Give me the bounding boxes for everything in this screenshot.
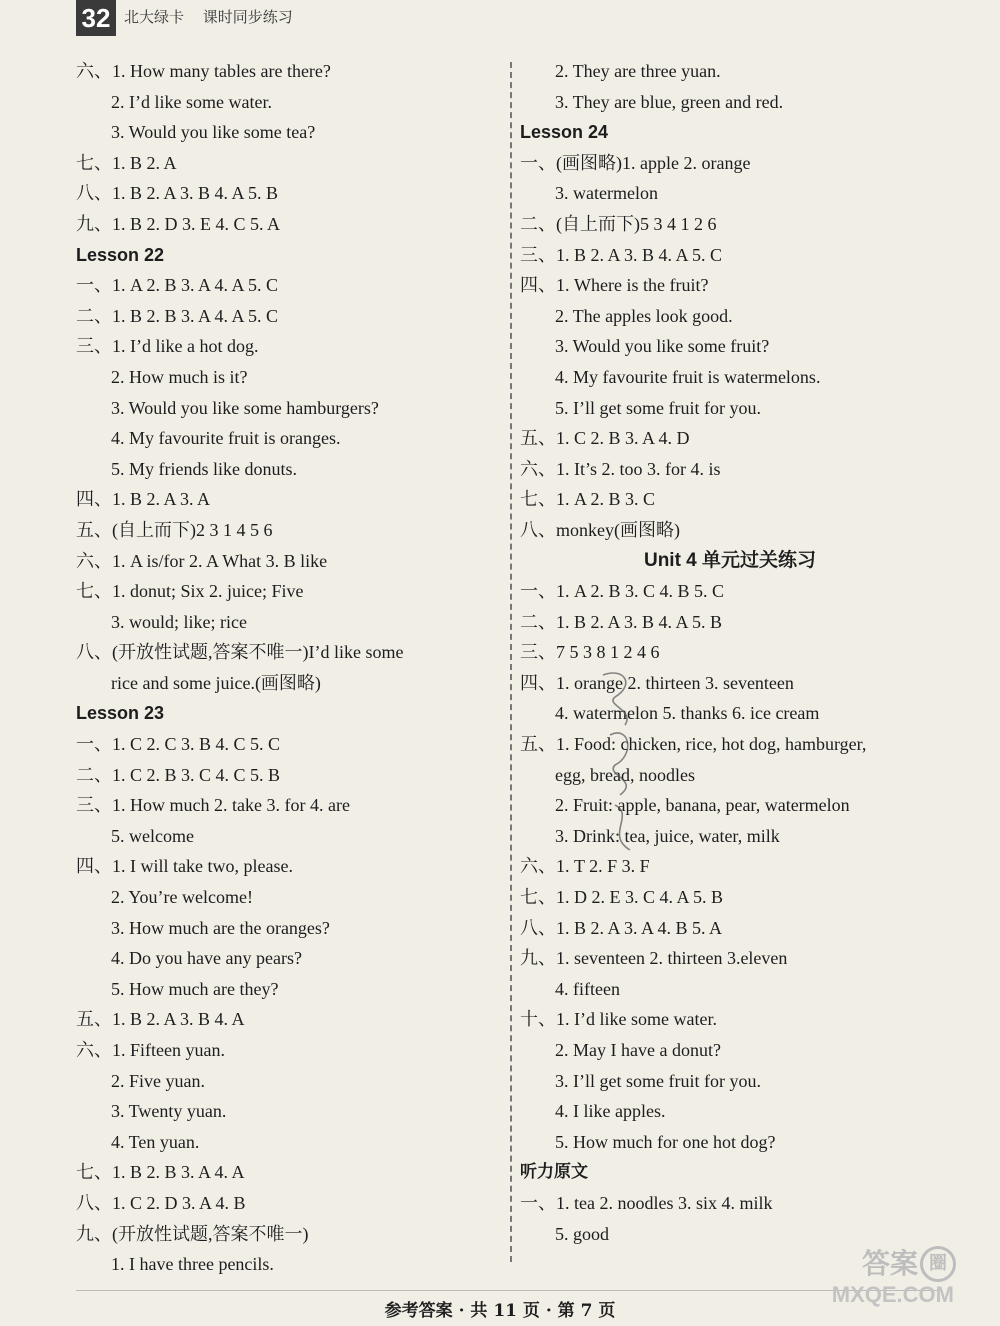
footer-rule	[76, 1290, 940, 1291]
answer-line: 3. I’ll get some fruit for you.	[555, 1070, 761, 1091]
series-title	[124, 6, 307, 27]
answer-line: 3. Would you like some tea?	[111, 122, 316, 143]
answer-line: 八、monkey(画图略)	[520, 519, 680, 540]
answer-line: 二、(自上而下)5 3 4 1 2 6	[520, 213, 717, 234]
answer-line: 5. My friends like donuts.	[111, 458, 297, 479]
answer-line: 4. fifteen	[555, 978, 620, 999]
answer-line: 3. Twenty yuan.	[111, 1101, 227, 1122]
answer-line: 五、(自上而下)2 3 1 4 5 6	[76, 519, 273, 540]
answer-line: 八、(开放性试题,答案不唯一)I’d like some	[76, 642, 404, 663]
answer-line: 三、1. How much 2. take 3. for 4. are	[76, 795, 350, 816]
lesson-heading: Lesson 23	[76, 703, 165, 724]
watermark-url: MXQE.COM	[831, 1282, 954, 1307]
answer-line: 3. Drink: tea, juice, water, milk	[555, 825, 780, 846]
answer-line: 三、1. I’d like a hot dog.	[76, 336, 259, 357]
answer-line: 2. The apples look good.	[555, 305, 733, 326]
answer-line: 5. I’ll get some fruit for you.	[555, 397, 761, 418]
answer-line: 3. How much are the oranges?	[111, 917, 330, 938]
answer-line: 5. good	[555, 1223, 609, 1244]
column-divider	[510, 62, 512, 1262]
answer-line: 4. Ten yuan.	[111, 1131, 200, 1152]
answer-line: 2. You’re welcome!	[111, 887, 253, 908]
answer-line: 六、1. T 2. F 3. F	[520, 856, 650, 877]
answer-line: 2. Fruit: apple, banana, pear, watermelon	[555, 795, 850, 816]
page-number: 32	[76, 0, 116, 36]
answer-line: 2. How much is it?	[111, 366, 248, 387]
page-footer: 参考答案 · 共 11 页 · 第 7 页	[384, 1301, 616, 1321]
answer-line: 3. They are blue, green and red.	[555, 91, 784, 112]
answer-line: 六、1. It’s 2. too 3. for 4. is	[520, 458, 721, 479]
watermark-badge: 圈	[920, 1246, 956, 1282]
answer-line: 三、7 5 3 8 1 2 4 6	[520, 642, 660, 663]
answer-line: 五、1. C 2. B 3. A 4. D	[520, 428, 690, 449]
answer-line: rice and some juice.(画图略)	[111, 672, 321, 693]
answer-line: 八、1. B 2. A 3. A 4. B 5. A	[520, 917, 723, 938]
right-column	[520, 56, 940, 1249]
answer-line: 八、1. B 2. A 3. B 4. A 5. B	[76, 183, 279, 204]
answer-line: 九、1. B 2. D 3. E 4. C 5. A	[76, 213, 281, 234]
page-header	[0, 0, 1000, 42]
answer-line: 三、1. B 2. A 3. B 4. A 5. C	[520, 244, 723, 265]
answer-line: 3. watermelon	[555, 183, 658, 204]
lesson-heading: Lesson 24	[520, 122, 609, 143]
watermark-text: 答案	[861, 1247, 918, 1280]
answer-line: 四、1. B 2. A 3. A	[76, 489, 211, 510]
answer-line: 5. How much for one hot dog?	[555, 1131, 776, 1152]
answer-line: 2. Five yuan.	[111, 1070, 205, 1091]
answer-line: 七、1. D 2. E 3. C 4. A 5. B	[520, 887, 724, 908]
answer-line: 六、1. A is/for 2. A What 3. B like	[76, 550, 328, 571]
answer-line: 一、1. A 2. B 3. C 4. B 5. C	[520, 581, 725, 602]
answer-line: 七、1. A 2. B 3. C	[520, 489, 656, 510]
answer-line: 2. May I have a donut?	[555, 1040, 721, 1060]
answer-line: 4. Do you have any pears?	[111, 948, 302, 969]
answer-line: 3. Would you like some fruit?	[555, 336, 770, 357]
answer-line: 七、1. donut; Six 2. juice; Five	[76, 581, 304, 602]
answer-line: 4. I like apples.	[555, 1101, 666, 1122]
answer-line: 九、(开放性试题,答案不唯一)	[76, 1223, 309, 1244]
answer-line: 二、1. C 2. B 3. C 4. C 5. B	[76, 764, 281, 785]
answer-line: 四、1. orange 2. thirteen 3. seventeen	[520, 672, 794, 693]
answer-line: 六、1. How many tables are there?	[76, 61, 331, 81]
site-watermark	[828, 1247, 978, 1312]
answer-line: 4. watermelon 5. thanks 6. ice cream	[555, 703, 820, 724]
unit-heading: Unit 4 单元过关练习	[643, 549, 817, 571]
left-column	[76, 56, 506, 1280]
section-heading: 听力原文	[520, 1162, 588, 1183]
answer-line: 一、1. tea 2. noodles 3. six 4. milk	[520, 1192, 773, 1213]
answer-line: 五、1. B 2. A 3. B 4. A	[76, 1009, 245, 1030]
lesson-heading: Lesson 22	[76, 244, 165, 265]
answer-line: egg, bread, noodles	[555, 764, 695, 785]
answer-line: 2. I’d like some water.	[111, 91, 272, 112]
answer-line: 七、1. B 2. B 3. A 4. A	[76, 1162, 245, 1183]
answer-line: 十、1. I’d like some water.	[520, 1009, 717, 1030]
answer-line: 五、1. Food: chicken, rice, hot dog, hamburger,	[520, 734, 867, 755]
answer-line: 5. How much are they?	[111, 978, 279, 999]
answer-line: 九、1. seventeen 2. thirteen 3.eleven	[520, 948, 788, 969]
answer-line: 1. I have three pencils.	[111, 1254, 274, 1275]
answer-line: 二、1. B 2. A 3. B 4. A 5. B	[520, 611, 723, 632]
answer-line: 3. would; like; rice	[111, 611, 247, 632]
answer-line: 一、1. C 2. C 3. B 4. C 5. C	[76, 734, 281, 755]
answer-line: 3. Would you like some hamburgers?	[111, 397, 379, 418]
answer-line: 八、1. C 2. D 3. A 4. B	[76, 1192, 246, 1213]
answer-line: 二、1. B 2. B 3. A 4. A 5. C	[76, 305, 279, 326]
answer-line: 七、1. B 2. A	[76, 152, 177, 173]
series-name: 课时同步练习	[202, 8, 293, 26]
answer-line: 2. They are three yuan.	[555, 61, 721, 81]
answer-line: 四、1. Where is the fruit?	[520, 275, 709, 296]
answer-line: 4. My favourite fruit is oranges.	[111, 428, 341, 449]
answer-line: 六、1. Fifteen yuan.	[76, 1040, 225, 1060]
answer-line: 4. My favourite fruit is watermelons.	[555, 366, 821, 387]
answer-line: 一、(画图略)1. apple 2. orange	[520, 152, 751, 173]
answer-line: 5. welcome	[111, 825, 194, 846]
brand-name: 北大绿卡	[124, 8, 185, 26]
answer-line: 一、1. A 2. B 3. A 4. A 5. C	[76, 275, 279, 296]
answer-line: 四、1. I will take two, please.	[76, 856, 293, 877]
